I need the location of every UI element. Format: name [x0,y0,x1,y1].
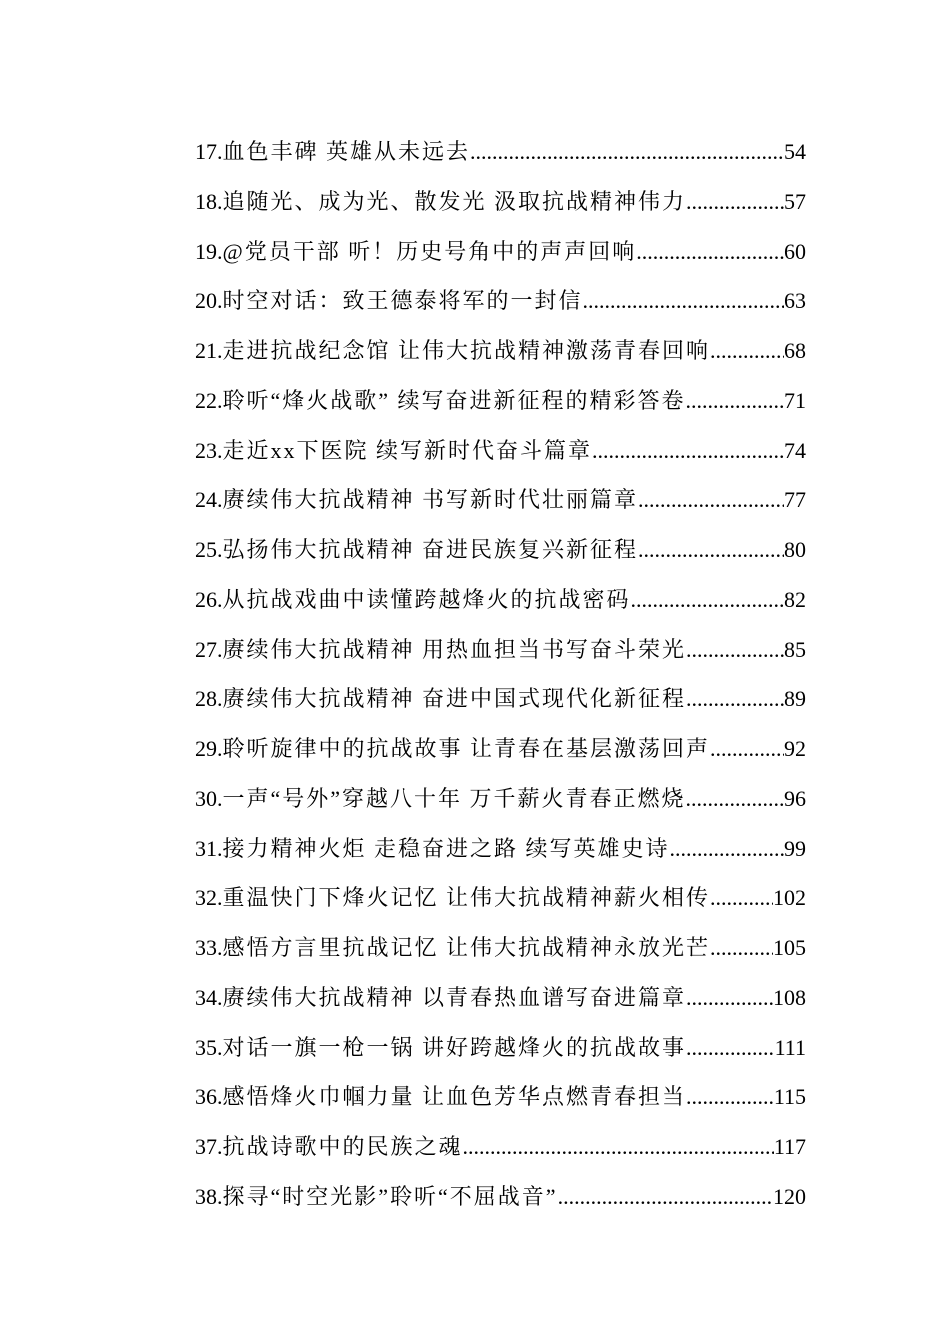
entry-page-number: 74 [784,437,806,463]
toc-entry[interactable] [195,780,806,830]
entry-title: 赓续伟大抗战精神 用热血担当书写奋斗荣光 [222,636,687,662]
entry-page-number: 85 [784,636,806,662]
entry-title: 接力精神火炬 走稳奋进之路 续写英雄史诗 [222,835,670,861]
dot-leader [686,631,784,669]
entry-number: 36. [195,1084,223,1110]
entry-number: 37. [195,1134,223,1159]
entry-page-number: 92 [784,736,806,761]
dot-leader [686,1029,775,1067]
dot-leader [686,680,784,718]
entry-number: 22. [195,387,223,413]
entry-title: 赓续伟大抗战精神 以青春热血谱写奋进篇章 [222,984,687,1010]
entry-page-number: 105 [773,935,806,960]
entry-title: 时空对话：致王德泰将军的一封信 [222,288,583,314]
toc-entry[interactable] [195,730,806,780]
dot-leader [631,581,784,619]
dot-leader [638,481,784,519]
dot-leader [686,382,784,420]
toc-entry[interactable] [195,133,806,183]
entry-number: 34. [195,984,223,1010]
entry-page-number: 96 [784,785,806,811]
entry-title: 从抗战戏曲中读懂跨越烽火的抗战密码 [222,586,631,612]
entry-title: 对话一旗一枪一锅 讲好跨越烽火的抗战故事 [222,1034,687,1060]
toc-entry[interactable] [195,1029,806,1079]
entry-number: 23. [195,437,223,463]
entry-number: 27. [195,636,223,662]
dot-leader [636,233,784,271]
dot-leader [470,133,784,171]
entry-number: 20. [195,288,223,314]
entry-page-number: 117 [773,1134,806,1159]
toc-entry[interactable] [195,531,806,581]
toc-entry[interactable] [195,929,806,979]
entry-number: 32. [195,885,223,911]
toc-entry[interactable] [195,631,806,681]
entry-page-number: 71 [784,387,806,413]
entry-page-number: 77 [784,487,806,513]
entry-number: 25. [195,537,223,562]
toc-entry[interactable] [195,183,806,233]
dot-leader [463,1128,774,1166]
entry-title: 感悟烽火巾帼力量 让血色芳华点燃青春担当 [222,1084,687,1110]
entry-number: 38. [195,1183,223,1209]
entry-number: 17. [195,139,223,164]
entry-title: 重温快门下烽火记忆 让伟大抗战精神薪火相传 [222,885,711,911]
toc-entry[interactable] [195,680,806,730]
toc-entry[interactable] [195,581,806,631]
entry-number: 18. [195,188,223,214]
table-of-contents [195,133,806,1228]
toc-entry[interactable] [195,830,806,880]
toc-entry[interactable] [195,1178,806,1228]
entry-title: 聆听旋律中的抗战故事 让青春在基层激荡回声 [222,736,711,761]
dot-leader [686,1078,774,1116]
entry-number: 29. [195,736,223,761]
dot-leader [583,282,784,320]
entry-number: 31. [195,835,223,861]
entry-page-number: 99 [784,835,806,861]
entry-page-number: 68 [784,338,806,363]
entry-number: 26. [195,586,223,612]
dot-leader [686,979,773,1017]
entry-title: 血色丰碑 英雄从未远去 [222,139,471,164]
entry-number: 35. [195,1034,223,1060]
toc-entry[interactable] [195,1128,806,1178]
toc-entry[interactable] [195,233,806,283]
entry-title: 一声“号外”穿越八十年 万千薪火青春正燃烧 [222,785,686,811]
entry-page-number: 57 [784,188,806,214]
entry-title: 走近xx下医院 续写新时代奋斗篇章 [222,437,593,463]
entry-title: 探寻“时空光影”聆听“不屈战音” [222,1183,558,1209]
toc-entry[interactable] [195,382,806,432]
entry-number: 30. [195,785,223,811]
toc-entry[interactable] [195,282,806,332]
entry-title: 赓续伟大抗战精神 书写新时代壮丽篇章 [222,487,639,513]
dot-leader [686,183,784,221]
entry-number: 21. [195,338,223,363]
entry-number: 19. [195,238,223,264]
dot-leader [638,531,784,569]
entry-page-number: 115 [773,1084,806,1110]
entry-title: 感悟方言里抗战记忆 让伟大抗战精神永放光芒 [222,935,711,960]
dot-leader [710,730,784,768]
dot-leader [558,1178,773,1216]
toc-entry[interactable] [195,481,806,531]
entry-number: 33. [195,935,223,960]
entry-number: 28. [195,686,223,712]
dot-leader [686,780,784,818]
entry-page-number: 120 [773,1183,806,1209]
entry-title: 走进抗战纪念馆 让伟大抗战精神激荡青春回响 [222,338,711,363]
entry-page-number: 108 [773,984,806,1010]
dot-leader [710,929,773,967]
toc-entry[interactable] [195,879,806,929]
entry-title: @党员干部 听！历史号角中的声声回响 [222,238,637,264]
entry-page-number: 111 [774,1034,806,1060]
dot-leader [592,432,784,470]
entry-page-number: 80 [784,537,806,562]
toc-entry[interactable] [195,1078,806,1128]
toc-entry[interactable] [195,332,806,382]
entry-page-number: 54 [784,139,806,164]
entry-title: 抗战诗歌中的民族之魂 [222,1134,463,1159]
dot-leader [670,830,784,868]
toc-entry[interactable] [195,979,806,1029]
dot-leader [710,332,784,370]
entry-title: 赓续伟大抗战精神 奋进中国式现代化新征程 [222,686,687,712]
entry-number: 24. [195,487,223,513]
toc-entry[interactable] [195,432,806,482]
entry-page-number: 82 [784,586,806,612]
entry-title: 弘扬伟大抗战精神 奋进民族复兴新征程 [222,537,639,562]
dot-leader [710,879,773,917]
entry-page-number: 102 [773,885,806,911]
entry-title: 聆听“烽火战歌” 续写奋进新征程的精彩答卷 [222,387,686,413]
entry-page-number: 89 [784,686,806,712]
entry-page-number: 63 [784,288,806,314]
entry-page-number: 60 [784,238,806,264]
entry-title: 追随光、成为光、散发光 汲取抗战精神伟力 [222,188,687,214]
